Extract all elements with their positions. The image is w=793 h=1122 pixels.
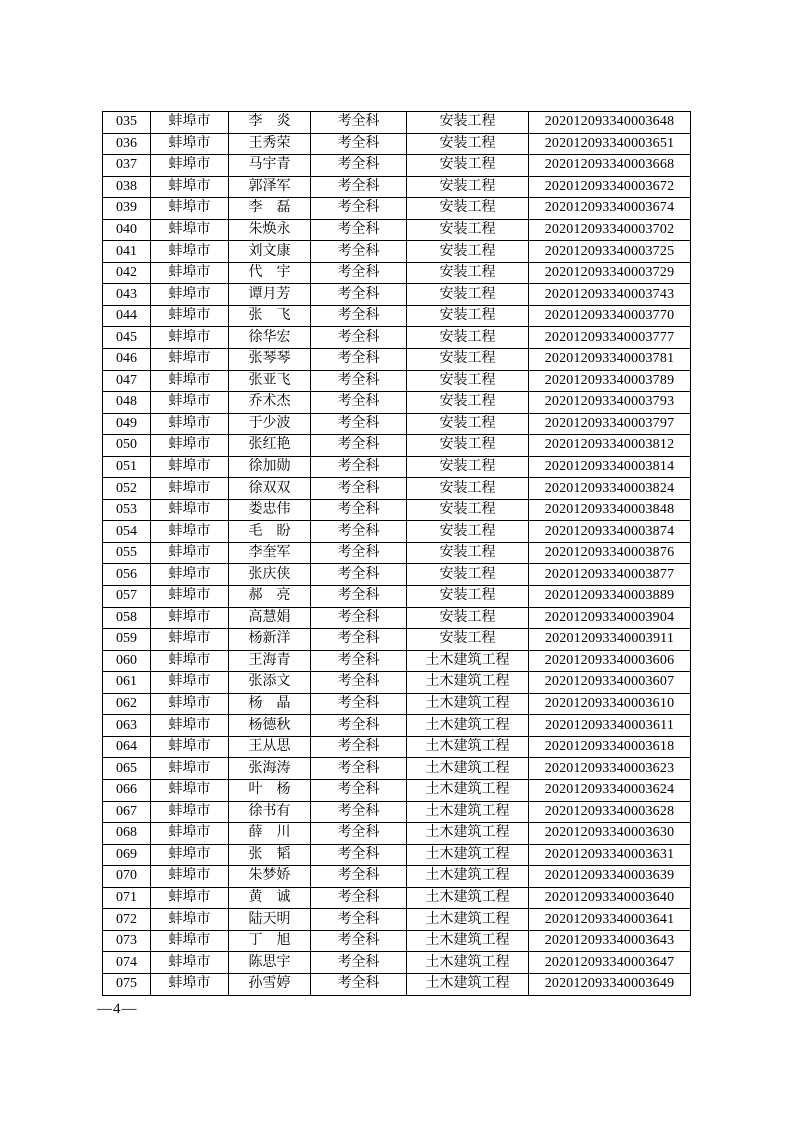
major-cell: 安装工程 xyxy=(407,607,529,629)
regno-cell: 202012093340003814 xyxy=(529,456,691,478)
table-row xyxy=(103,327,691,349)
regno-cell: 202012093340003611 xyxy=(529,715,691,737)
name-cell: 张 飞 xyxy=(229,305,311,327)
seq-cell: 062 xyxy=(103,693,151,715)
exam-type-cell: 考全科 xyxy=(311,499,407,521)
table-row xyxy=(103,909,691,931)
regno-cell: 202012093340003648 xyxy=(529,112,691,134)
name-cell: 王海青 xyxy=(229,650,311,672)
exam-type-cell: 考全科 xyxy=(311,413,407,435)
name-cell: 孙雪婷 xyxy=(229,973,311,995)
exam-type-cell: 考全科 xyxy=(311,607,407,629)
table-row xyxy=(103,499,691,521)
exam-type-cell: 考全科 xyxy=(311,629,407,651)
seq-cell: 048 xyxy=(103,392,151,414)
table-row xyxy=(103,478,691,500)
table-row xyxy=(103,155,691,177)
exam-type-cell: 考全科 xyxy=(311,650,407,672)
exam-type-cell: 考全科 xyxy=(311,693,407,715)
seq-cell: 066 xyxy=(103,779,151,801)
major-cell: 安装工程 xyxy=(407,370,529,392)
table-row xyxy=(103,952,691,974)
name-cell: 杨新洋 xyxy=(229,629,311,651)
table-row xyxy=(103,435,691,457)
seq-cell: 055 xyxy=(103,542,151,564)
major-cell: 安装工程 xyxy=(407,112,529,134)
exam-type-cell: 考全科 xyxy=(311,241,407,263)
city-cell: 蚌埠市 xyxy=(151,349,229,371)
regno-cell: 202012093340003911 xyxy=(529,629,691,651)
seq-cell: 058 xyxy=(103,607,151,629)
city-cell: 蚌埠市 xyxy=(151,629,229,651)
table-row xyxy=(103,564,691,586)
major-cell: 土木建筑工程 xyxy=(407,693,529,715)
seq-cell: 035 xyxy=(103,112,151,134)
major-cell: 安装工程 xyxy=(407,629,529,651)
name-cell: 徐华宏 xyxy=(229,327,311,349)
table-row xyxy=(103,133,691,155)
name-cell: 丁 旭 xyxy=(229,930,311,952)
major-cell: 土木建筑工程 xyxy=(407,866,529,888)
exam-type-cell: 考全科 xyxy=(311,930,407,952)
city-cell: 蚌埠市 xyxy=(151,758,229,780)
city-cell: 蚌埠市 xyxy=(151,198,229,220)
major-cell: 土木建筑工程 xyxy=(407,930,529,952)
table-row xyxy=(103,370,691,392)
city-cell: 蚌埠市 xyxy=(151,715,229,737)
table-row xyxy=(103,219,691,241)
seq-cell: 043 xyxy=(103,284,151,306)
table-row xyxy=(103,866,691,888)
regno-cell: 202012093340003628 xyxy=(529,801,691,823)
regno-cell: 202012093340003630 xyxy=(529,823,691,845)
name-cell: 朱梦娇 xyxy=(229,866,311,888)
name-cell: 刘文康 xyxy=(229,241,311,263)
exam-type-cell: 考全科 xyxy=(311,155,407,177)
table-row xyxy=(103,779,691,801)
name-cell: 朱焕永 xyxy=(229,219,311,241)
registrant-table-body xyxy=(103,112,691,996)
seq-cell: 059 xyxy=(103,629,151,651)
city-cell: 蚌埠市 xyxy=(151,779,229,801)
regno-cell: 202012093340003781 xyxy=(529,349,691,371)
seq-cell: 042 xyxy=(103,262,151,284)
exam-type-cell: 考全科 xyxy=(311,112,407,134)
city-cell: 蚌埠市 xyxy=(151,176,229,198)
city-cell: 蚌埠市 xyxy=(151,241,229,263)
major-cell: 安装工程 xyxy=(407,564,529,586)
name-cell: 杨 晶 xyxy=(229,693,311,715)
exam-type-cell: 考全科 xyxy=(311,823,407,845)
exam-type-cell: 考全科 xyxy=(311,262,407,284)
city-cell: 蚌埠市 xyxy=(151,672,229,694)
seq-cell: 067 xyxy=(103,801,151,823)
major-cell: 土木建筑工程 xyxy=(407,909,529,931)
city-cell: 蚌埠市 xyxy=(151,284,229,306)
table-row xyxy=(103,586,691,608)
table-row xyxy=(103,736,691,758)
major-cell: 土木建筑工程 xyxy=(407,887,529,909)
major-cell: 土木建筑工程 xyxy=(407,672,529,694)
major-cell: 安装工程 xyxy=(407,392,529,414)
major-cell: 安装工程 xyxy=(407,413,529,435)
major-cell: 土木建筑工程 xyxy=(407,736,529,758)
name-cell: 杨德秋 xyxy=(229,715,311,737)
exam-type-cell: 考全科 xyxy=(311,370,407,392)
exam-type-cell: 考全科 xyxy=(311,542,407,564)
seq-cell: 069 xyxy=(103,844,151,866)
exam-type-cell: 考全科 xyxy=(311,758,407,780)
table-row xyxy=(103,629,691,651)
seq-cell: 052 xyxy=(103,478,151,500)
regno-cell: 202012093340003606 xyxy=(529,650,691,672)
major-cell: 安装工程 xyxy=(407,499,529,521)
seq-cell: 047 xyxy=(103,370,151,392)
exam-type-cell: 考全科 xyxy=(311,219,407,241)
major-cell: 安装工程 xyxy=(407,349,529,371)
exam-type-cell: 考全科 xyxy=(311,478,407,500)
exam-type-cell: 考全科 xyxy=(311,887,407,909)
exam-type-cell: 考全科 xyxy=(311,392,407,414)
regno-cell: 202012093340003672 xyxy=(529,176,691,198)
regno-cell: 202012093340003651 xyxy=(529,133,691,155)
regno-cell: 202012093340003812 xyxy=(529,435,691,457)
seq-cell: 070 xyxy=(103,866,151,888)
registrant-table xyxy=(102,111,691,996)
name-cell: 娄忠伟 xyxy=(229,499,311,521)
seq-cell: 068 xyxy=(103,823,151,845)
seq-cell: 073 xyxy=(103,930,151,952)
table-row xyxy=(103,392,691,414)
regno-cell: 202012093340003641 xyxy=(529,909,691,931)
city-cell: 蚌埠市 xyxy=(151,133,229,155)
regno-cell: 202012093340003725 xyxy=(529,241,691,263)
seq-cell: 054 xyxy=(103,521,151,543)
exam-type-cell: 考全科 xyxy=(311,866,407,888)
name-cell: 郝 亮 xyxy=(229,586,311,608)
regno-cell: 202012093340003631 xyxy=(529,844,691,866)
exam-type-cell: 考全科 xyxy=(311,586,407,608)
table-row xyxy=(103,176,691,198)
name-cell: 李 炎 xyxy=(229,112,311,134)
exam-type-cell: 考全科 xyxy=(311,715,407,737)
city-cell: 蚌埠市 xyxy=(151,650,229,672)
regno-cell: 202012093340003904 xyxy=(529,607,691,629)
seq-cell: 071 xyxy=(103,887,151,909)
major-cell: 安装工程 xyxy=(407,586,529,608)
city-cell: 蚌埠市 xyxy=(151,973,229,995)
city-cell: 蚌埠市 xyxy=(151,607,229,629)
name-cell: 张海涛 xyxy=(229,758,311,780)
table-row xyxy=(103,887,691,909)
major-cell: 安装工程 xyxy=(407,219,529,241)
city-cell: 蚌埠市 xyxy=(151,456,229,478)
city-cell: 蚌埠市 xyxy=(151,219,229,241)
regno-cell: 202012093340003702 xyxy=(529,219,691,241)
major-cell: 土木建筑工程 xyxy=(407,715,529,737)
major-cell: 安装工程 xyxy=(407,262,529,284)
regno-cell: 202012093340003610 xyxy=(529,693,691,715)
name-cell: 李 磊 xyxy=(229,198,311,220)
major-cell: 土木建筑工程 xyxy=(407,844,529,866)
table-row xyxy=(103,758,691,780)
major-cell: 安装工程 xyxy=(407,435,529,457)
regno-cell: 202012093340003623 xyxy=(529,758,691,780)
regno-cell: 202012093340003777 xyxy=(529,327,691,349)
table-row xyxy=(103,693,691,715)
city-cell: 蚌埠市 xyxy=(151,844,229,866)
seq-cell: 044 xyxy=(103,305,151,327)
city-cell: 蚌埠市 xyxy=(151,693,229,715)
regno-cell: 202012093340003624 xyxy=(529,779,691,801)
name-cell: 李奎军 xyxy=(229,542,311,564)
name-cell: 高慧娟 xyxy=(229,607,311,629)
major-cell: 安装工程 xyxy=(407,305,529,327)
regno-cell: 202012093340003743 xyxy=(529,284,691,306)
seq-cell: 038 xyxy=(103,176,151,198)
table-row xyxy=(103,349,691,371)
major-cell: 土木建筑工程 xyxy=(407,758,529,780)
city-cell: 蚌埠市 xyxy=(151,586,229,608)
name-cell: 代 宇 xyxy=(229,262,311,284)
city-cell: 蚌埠市 xyxy=(151,262,229,284)
city-cell: 蚌埠市 xyxy=(151,305,229,327)
name-cell: 郭泽军 xyxy=(229,176,311,198)
regno-cell: 202012093340003674 xyxy=(529,198,691,220)
major-cell: 安装工程 xyxy=(407,456,529,478)
city-cell: 蚌埠市 xyxy=(151,801,229,823)
name-cell: 薛 川 xyxy=(229,823,311,845)
name-cell: 徐加勋 xyxy=(229,456,311,478)
city-cell: 蚌埠市 xyxy=(151,521,229,543)
regno-cell: 202012093340003668 xyxy=(529,155,691,177)
seq-cell: 045 xyxy=(103,327,151,349)
seq-cell: 037 xyxy=(103,155,151,177)
regno-cell: 202012093340003797 xyxy=(529,413,691,435)
city-cell: 蚌埠市 xyxy=(151,866,229,888)
major-cell: 安装工程 xyxy=(407,542,529,564)
city-cell: 蚌埠市 xyxy=(151,542,229,564)
table-row xyxy=(103,241,691,263)
seq-cell: 046 xyxy=(103,349,151,371)
city-cell: 蚌埠市 xyxy=(151,435,229,457)
major-cell: 安装工程 xyxy=(407,284,529,306)
seq-cell: 039 xyxy=(103,198,151,220)
regno-cell: 202012093340003824 xyxy=(529,478,691,500)
table-row xyxy=(103,844,691,866)
seq-cell: 060 xyxy=(103,650,151,672)
exam-type-cell: 考全科 xyxy=(311,736,407,758)
seq-cell: 072 xyxy=(103,909,151,931)
regno-cell: 202012093340003607 xyxy=(529,672,691,694)
major-cell: 安装工程 xyxy=(407,176,529,198)
city-cell: 蚌埠市 xyxy=(151,370,229,392)
regno-cell: 202012093340003729 xyxy=(529,262,691,284)
major-cell: 土木建筑工程 xyxy=(407,801,529,823)
name-cell: 张琴琴 xyxy=(229,349,311,371)
exam-type-cell: 考全科 xyxy=(311,176,407,198)
city-cell: 蚌埠市 xyxy=(151,887,229,909)
seq-cell: 064 xyxy=(103,736,151,758)
table-row xyxy=(103,262,691,284)
name-cell: 乔术杰 xyxy=(229,392,311,414)
exam-type-cell: 考全科 xyxy=(311,909,407,931)
seq-cell: 056 xyxy=(103,564,151,586)
name-cell: 谭月芳 xyxy=(229,284,311,306)
name-cell: 陆天明 xyxy=(229,909,311,931)
name-cell: 叶 杨 xyxy=(229,779,311,801)
major-cell: 安装工程 xyxy=(407,198,529,220)
exam-type-cell: 考全科 xyxy=(311,844,407,866)
table-row xyxy=(103,413,691,435)
table-row xyxy=(103,198,691,220)
major-cell: 安装工程 xyxy=(407,521,529,543)
page-number: —4— xyxy=(97,1001,138,1017)
regno-cell: 202012093340003639 xyxy=(529,866,691,888)
seq-cell: 036 xyxy=(103,133,151,155)
city-cell: 蚌埠市 xyxy=(151,823,229,845)
city-cell: 蚌埠市 xyxy=(151,736,229,758)
table-row xyxy=(103,112,691,134)
major-cell: 土木建筑工程 xyxy=(407,823,529,845)
table-row xyxy=(103,456,691,478)
regno-cell: 202012093340003848 xyxy=(529,499,691,521)
exam-type-cell: 考全科 xyxy=(311,564,407,586)
table-row xyxy=(103,650,691,672)
name-cell: 王从思 xyxy=(229,736,311,758)
table-row xyxy=(103,930,691,952)
regno-cell: 202012093340003889 xyxy=(529,586,691,608)
city-cell: 蚌埠市 xyxy=(151,112,229,134)
table-row xyxy=(103,801,691,823)
major-cell: 安装工程 xyxy=(407,155,529,177)
name-cell: 黄 诚 xyxy=(229,887,311,909)
name-cell: 张 韬 xyxy=(229,844,311,866)
regno-cell: 202012093340003789 xyxy=(529,370,691,392)
name-cell: 徐书有 xyxy=(229,801,311,823)
city-cell: 蚌埠市 xyxy=(151,413,229,435)
table-row xyxy=(103,305,691,327)
seq-cell: 057 xyxy=(103,586,151,608)
table-row xyxy=(103,715,691,737)
seq-cell: 041 xyxy=(103,241,151,263)
name-cell: 毛 盼 xyxy=(229,521,311,543)
major-cell: 安装工程 xyxy=(407,133,529,155)
major-cell: 安装工程 xyxy=(407,478,529,500)
exam-type-cell: 考全科 xyxy=(311,952,407,974)
regno-cell: 202012093340003876 xyxy=(529,542,691,564)
name-cell: 张庆侠 xyxy=(229,564,311,586)
major-cell: 土木建筑工程 xyxy=(407,952,529,974)
name-cell: 陈思宇 xyxy=(229,952,311,974)
exam-type-cell: 考全科 xyxy=(311,198,407,220)
seq-cell: 063 xyxy=(103,715,151,737)
table-row xyxy=(103,607,691,629)
exam-type-cell: 考全科 xyxy=(311,801,407,823)
name-cell: 于少波 xyxy=(229,413,311,435)
regno-cell: 202012093340003643 xyxy=(529,930,691,952)
regno-cell: 202012093340003647 xyxy=(529,952,691,974)
exam-type-cell: 考全科 xyxy=(311,133,407,155)
table-row xyxy=(103,542,691,564)
regno-cell: 202012093340003640 xyxy=(529,887,691,909)
exam-type-cell: 考全科 xyxy=(311,305,407,327)
seq-cell: 053 xyxy=(103,499,151,521)
regno-cell: 202012093340003649 xyxy=(529,973,691,995)
major-cell: 安装工程 xyxy=(407,241,529,263)
seq-cell: 074 xyxy=(103,952,151,974)
exam-type-cell: 考全科 xyxy=(311,349,407,371)
city-cell: 蚌埠市 xyxy=(151,909,229,931)
regno-cell: 202012093340003793 xyxy=(529,392,691,414)
seq-cell: 050 xyxy=(103,435,151,457)
regno-cell: 202012093340003618 xyxy=(529,736,691,758)
city-cell: 蚌埠市 xyxy=(151,952,229,974)
exam-type-cell: 考全科 xyxy=(311,435,407,457)
exam-type-cell: 考全科 xyxy=(311,327,407,349)
exam-type-cell: 考全科 xyxy=(311,973,407,995)
major-cell: 土木建筑工程 xyxy=(407,973,529,995)
name-cell: 张红艳 xyxy=(229,435,311,457)
name-cell: 马宇青 xyxy=(229,155,311,177)
exam-type-cell: 考全科 xyxy=(311,456,407,478)
city-cell: 蚌埠市 xyxy=(151,478,229,500)
table-row xyxy=(103,521,691,543)
seq-cell: 049 xyxy=(103,413,151,435)
name-cell: 张添文 xyxy=(229,672,311,694)
exam-type-cell: 考全科 xyxy=(311,284,407,306)
seq-cell: 075 xyxy=(103,973,151,995)
table-row xyxy=(103,823,691,845)
table-row xyxy=(103,973,691,995)
regno-cell: 202012093340003874 xyxy=(529,521,691,543)
seq-cell: 040 xyxy=(103,219,151,241)
city-cell: 蚌埠市 xyxy=(151,930,229,952)
seq-cell: 061 xyxy=(103,672,151,694)
exam-type-cell: 考全科 xyxy=(311,521,407,543)
regno-cell: 202012093340003770 xyxy=(529,305,691,327)
table-row xyxy=(103,672,691,694)
city-cell: 蚌埠市 xyxy=(151,392,229,414)
name-cell: 张亚飞 xyxy=(229,370,311,392)
exam-type-cell: 考全科 xyxy=(311,672,407,694)
table-row xyxy=(103,284,691,306)
city-cell: 蚌埠市 xyxy=(151,564,229,586)
seq-cell: 065 xyxy=(103,758,151,780)
name-cell: 徐双双 xyxy=(229,478,311,500)
city-cell: 蚌埠市 xyxy=(151,499,229,521)
seq-cell: 051 xyxy=(103,456,151,478)
major-cell: 土木建筑工程 xyxy=(407,779,529,801)
major-cell: 安装工程 xyxy=(407,327,529,349)
exam-type-cell: 考全科 xyxy=(311,779,407,801)
major-cell: 土木建筑工程 xyxy=(407,650,529,672)
city-cell: 蚌埠市 xyxy=(151,155,229,177)
city-cell: 蚌埠市 xyxy=(151,327,229,349)
name-cell: 王秀荣 xyxy=(229,133,311,155)
regno-cell: 202012093340003877 xyxy=(529,564,691,586)
